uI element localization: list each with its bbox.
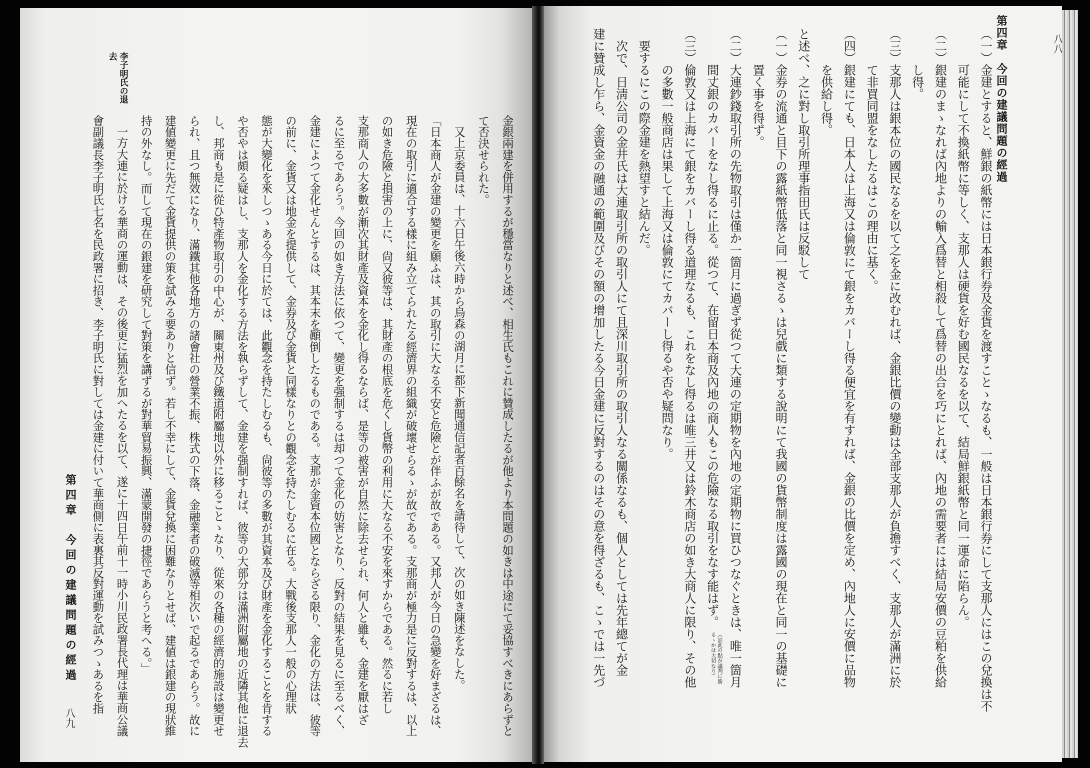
text-column: （三）倫敦又は上海にて銀をカバーし得る道理なるも、これをなし得るは唯三井又は鈴木商店の如き大商人に限り、その他 (682, 28, 697, 688)
text-column: の前に、金貨又は地金を提供して、金券及び金貨と同樣なりとの觀念を持たしむるに在る。大戰後支那人一般の心理狀 (284, 115, 298, 714)
margin-note: 李子明氏の退去 (107, 52, 128, 104)
right-page-body (587, 28, 997, 718)
running-head: 第四章 今回の建議問題の經過 (995, 15, 1008, 183)
text-column: 置く事を得ず。 (751, 64, 766, 148)
text-column: 態が大變化を來しつゝある今日に於ては、此觀念を持たしむるも、尙彼等の多數が其資本及び財產を金化することを肯する (260, 115, 274, 737)
text-column: るに至るであらう。今回の如き方法に依つて、變更を强制するは却つて金化の妨害となり、反對の結果を見るに至るべく、 (332, 115, 346, 737)
text-column: て否決せられた。 (476, 115, 490, 206)
running-head: 第四章 今回の建議問題の經過 (64, 474, 77, 684)
text-column: （四）銀建にても、日本人は上海又は倫敦にて銀をカバーし得る便宜を有すれば、金銀の比價を定め、內地人に安價に品物 (842, 28, 857, 688)
text-column: （一）金券の流通と目下の露紙幣低落と同一視さるゝは兒戲に類する說明にて我國の貨幣制度は露國の現在と同一の基礎に (773, 28, 788, 688)
text-column: 金建によつて金化せんとするは、其本末を顚倒したるものである。支那が金資本位國とならざる限り、金化の方法は、彼等 (308, 115, 322, 737)
text-column: 支那商人の大多數が漸次其財產及資本を金化し得るならば、是等の被害が自然に除去せられ、何人と雖も、金建を厭はざ (356, 115, 370, 726)
text-column: 現在の取引に適合する樣に組み立てられたる經濟界の組織が破壞せらるゝが故である。支那商が極力是に反對するは、以上 (404, 115, 418, 737)
text-column: 會副議長李子明氏七名を民政署に招き、李子明氏に對しては金建に付いて華商側に表裏其反對運動を試みつゝあるを指 (91, 115, 105, 714)
text-column: （二）銀建のまゝなれば內地よりの輸入爲替と相殺して爲替の出合を巧にとれば、內地の需要者には結局安價の豆粕を供給 (933, 28, 948, 688)
text-column: の多數一般商店は果して上海又は倫敦にてカバーし得るや否や疑問なり。 (660, 64, 675, 460)
text-column: 建に贊成し乍ら、金資金の融通の範圍及びその額の增加したる今日金建に反對するのはその意を得ざるも、こゝでは一先づ (591, 28, 606, 688)
page-number: 八八 (1051, 34, 1062, 54)
book-gutter (532, 6, 544, 764)
text-column: を供給し得。 (819, 64, 834, 136)
text-column: 建値變更に先だて金貨提供の策を試みる要ありと信ず。若し不幸にして、金貨兌換に困難なりとせば、建値は銀建の現狀維 (163, 115, 177, 737)
right-page (544, 6, 1062, 762)
text-column: 金銀兩建を併用するが穩當なりと述べ、相生氏もこれに贊成したるが他より本問題の如きは中途にて妥協すべきにあらずと (501, 115, 514, 737)
text-column: し得。 (910, 64, 925, 100)
text-column: 次で、日淸公司の金井氏は大連取引所の取引人にて且深川取引所の取引人なる關係なるも、個人としては先年總てが金 (614, 40, 629, 676)
left-page (20, 8, 532, 762)
text-column: 持の外なし。而して現在の銀建を研究して對策を講ずるが對華貿易振興、滿蒙開發の捷徑であらうと考へる。」 (139, 115, 153, 675)
text-column-body: 間丈銀のカバーをなし得るに止る。從つて、在留日本商及內地の商人もこの危險なる取引をなす能はず。 (705, 64, 720, 628)
text-column: と述べ、之に對し取引所理事指田氏は反駁して (796, 28, 811, 280)
text-column: 可能にして不換紙幣に等しく、支那人は硬貨を好む國民なるを以て、結局鮮銀紙幣と同一運命に陷らん。 (956, 64, 971, 628)
text-column: し、邦商も是に從ひ特產物取引の中心が、關東州及び鐵道附屬地以外に移ることゝなり、從來の各種の經濟的施設は變更せ (211, 115, 225, 737)
text-column: て非買同盟をなしたるはこの理由に基く。 (865, 64, 880, 292)
text-column: や否やは頗る疑はし、支那人を金化する方法を執らずして、金建を强制すれば、彼等の大部分は滿洲附屬地の近隣其他に退去 (235, 115, 249, 748)
left-page-body (85, 115, 519, 757)
page-number: 八九 (63, 708, 74, 728)
text-column: （一）金建とすると、鮮銀の紙幣には日本銀行券及金貨を渡すことゝなるも、一般は日本銀行券にして支那人にはこの兌換は不 (979, 28, 993, 712)
text-column: （二）大連鈔錢取引所の先物取引は僅か一箇月に過ぎず從つて大連の定期物を內地の定期物に買ひつなぐときは、唯一箇月 (728, 28, 743, 688)
text-column: 要するにこの際金建を熱望すと結んだ。 (637, 40, 652, 256)
text-column: 又上京委員は、十六日午後六時から烏森の湖月に都下新聞通信記者百餘名を請待して、次の如き陳述をなした。 (452, 126, 466, 692)
text-column: られ、且つ無效になり、滿鐵其他各地方の諸會社の營業不振、株式の下落、金融業者の破滅等相次いで起るであらう。故に (187, 115, 201, 737)
text-column: 「日本商人が金建の變更を願ふは、其の取引に大なる不安と危險とが伴ふが故である。又邦人が今日の急變を好まざるは、 (428, 115, 442, 737)
text-column (701, 28, 724, 718)
text-column: の如き危險と損害の上に、尙又彼等は、其財產の根底を危くし貨幣の利用に大なる不安を來すからである。然るに若し (380, 115, 394, 714)
text-column: 一方大連に於ける華商の運動は、その後更に猛烈を加へたるを以て、遂に十四日午前十一時小川民政署長代理は華商公議 (115, 126, 129, 737)
inline-annotation: （註此の點が議判に勝るゝかは大切なり） (710, 632, 723, 684)
text-column: （三）支那人は銀本位の國民なるを以て之を金に改むれば、金銀比價の變動は全部支那人が負擔すべく、支那人が滿洲に於 (887, 28, 902, 688)
page-stack-edge (1062, 10, 1078, 758)
